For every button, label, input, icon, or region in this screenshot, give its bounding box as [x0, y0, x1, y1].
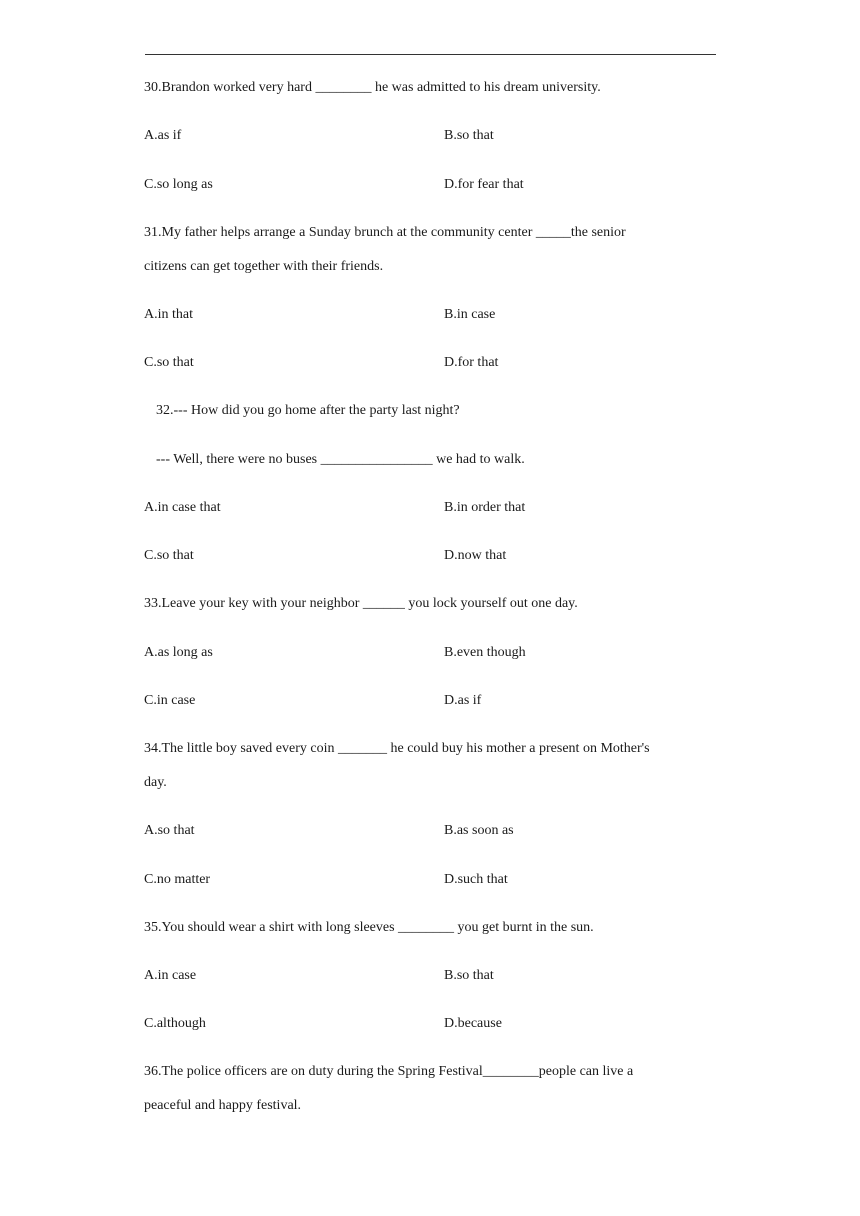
- question-32-stem-line-2: --- Well, there were no buses ________________ we had to walk.: [156, 452, 525, 467]
- question-34-stem-line-1: 34.The little boy saved every coin _______ he could buy his mother a present on Mother's: [144, 741, 650, 756]
- question-35-option-d: D.because: [444, 1016, 502, 1031]
- header-rule: [145, 54, 716, 55]
- question-33-option-b: B.even though: [444, 645, 526, 660]
- question-32-option-a: A.in case that: [144, 500, 221, 515]
- question-30-option-a: A.as if: [144, 128, 182, 143]
- question-33-option-d: D.as if: [444, 693, 482, 708]
- question-34-option-a: A.so that: [144, 823, 195, 838]
- question-31-stem-line-2: citizens can get together with their friends.: [144, 259, 384, 274]
- question-35-option-a: A.in case: [144, 968, 197, 983]
- question-30-option-b: B.so that: [444, 128, 494, 143]
- question-35-option-c: C.although: [144, 1016, 206, 1031]
- question-34-stem-line-2: day.: [144, 775, 167, 790]
- question-33-stem: 33.Leave your key with your neighbor ______ you lock yourself out one day.: [144, 596, 578, 611]
- question-36-stem-line-2: peaceful and happy festival.: [144, 1098, 302, 1113]
- question-35-stem: 35.You should wear a shirt with long sleeves ________ you get burnt in the sun.: [144, 920, 594, 935]
- question-32-stem-line-1: 32.--- How did you go home after the party last night?: [156, 403, 460, 418]
- question-32-option-c: C.so that: [144, 548, 194, 563]
- question-36-stem-line-1: 36.The police officers are on duty during the Spring Festival________people can live a: [144, 1064, 634, 1079]
- question-32-option-b: B.in order that: [444, 500, 526, 515]
- question-34-option-c: C.no matter: [144, 872, 211, 887]
- question-31-option-b: B.in case: [444, 307, 496, 322]
- question-33-option-a: A.as long as: [144, 645, 213, 660]
- question-30-stem: 30.Brandon worked very hard ________ he was admitted to his dream university.: [144, 80, 601, 95]
- question-31-option-c: C.so that: [144, 355, 194, 370]
- question-31-option-d: D.for that: [444, 355, 499, 370]
- question-35-option-b: B.so that: [444, 968, 494, 983]
- question-31-option-a: A.in that: [144, 307, 193, 322]
- question-32-option-d: D.now that: [444, 548, 507, 563]
- question-34-option-b: B.as soon as: [444, 823, 514, 838]
- question-30-option-c: C.so long as: [144, 177, 213, 192]
- question-33-option-c: C.in case: [144, 693, 196, 708]
- question-31-stem-line-1: 31.My father helps arrange a Sunday brunch at the community center _____the senior: [144, 225, 626, 240]
- question-30-option-d: D.for fear that: [444, 177, 524, 192]
- question-34-option-d: D.such that: [444, 872, 508, 887]
